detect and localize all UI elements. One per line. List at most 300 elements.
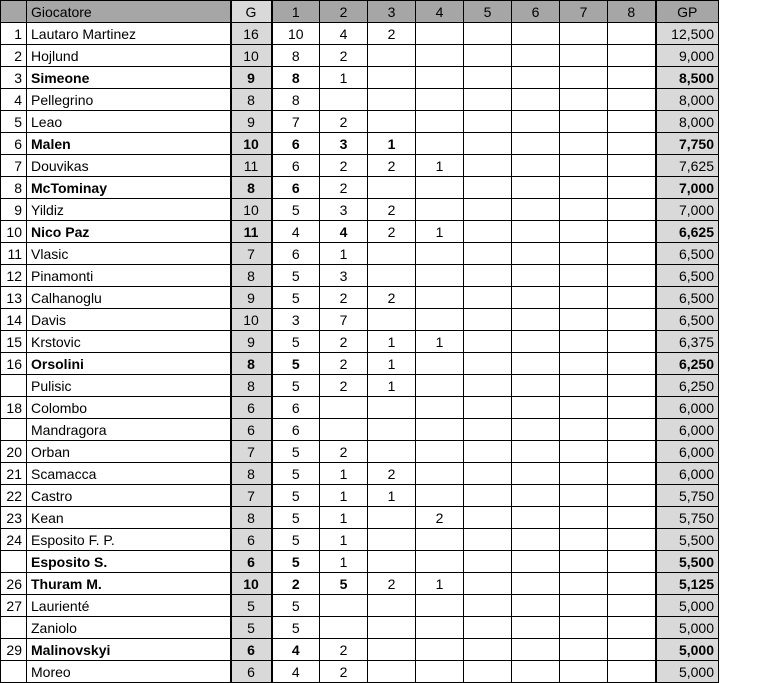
count-cell-2[interactable]: 2 (320, 111, 368, 133)
count-cell-5[interactable] (464, 45, 512, 67)
player-cell[interactable]: Laurienté (27, 595, 231, 617)
rank-cell[interactable] (1, 551, 27, 573)
count-cell-4[interactable]: 1 (416, 331, 464, 353)
count-cell-5[interactable] (464, 89, 512, 111)
goals-total-cell[interactable]: 6 (231, 419, 272, 441)
count-cell-6[interactable] (512, 243, 560, 265)
count-cell-8[interactable] (608, 463, 656, 485)
rank-cell[interactable]: 11 (1, 243, 27, 265)
count-cell-7[interactable] (560, 573, 608, 595)
count-cell-3[interactable]: 2 (368, 463, 416, 485)
count-cell-6[interactable] (512, 661, 560, 683)
count-cell-2[interactable]: 2 (320, 331, 368, 353)
player-cell[interactable]: Mandragora (27, 419, 231, 441)
player-cell[interactable]: Esposito S. (27, 551, 231, 573)
count-cell-8[interactable] (608, 573, 656, 595)
goals-total-cell[interactable]: 6 (231, 551, 272, 573)
count-cell-1[interactable]: 5 (272, 353, 320, 375)
count-cell-4[interactable] (416, 23, 464, 45)
rank-cell[interactable]: 2 (1, 45, 27, 67)
count-cell-4[interactable]: 1 (416, 155, 464, 177)
count-cell-1[interactable]: 6 (272, 397, 320, 419)
count-cell-4[interactable] (416, 529, 464, 551)
player-cell[interactable]: Moreo (27, 661, 231, 683)
gp-cell[interactable]: 7,750 (656, 133, 719, 155)
gp-cell[interactable]: 5,000 (656, 617, 719, 639)
gp-cell[interactable]: 5,750 (656, 485, 719, 507)
gp-cell[interactable]: 7,625 (656, 155, 719, 177)
count-cell-1[interactable]: 4 (272, 221, 320, 243)
count-cell-3[interactable]: 1 (368, 375, 416, 397)
count-cell-7[interactable] (560, 595, 608, 617)
gp-cell[interactable]: 8,000 (656, 111, 719, 133)
count-cell-4[interactable] (416, 639, 464, 661)
rank-cell[interactable]: 15 (1, 331, 27, 353)
goals-total-cell[interactable]: 9 (231, 67, 272, 89)
col-header-gp[interactable]: GP (656, 1, 719, 23)
count-cell-8[interactable] (608, 67, 656, 89)
rank-cell[interactable]: 6 (1, 133, 27, 155)
count-cell-4[interactable]: 1 (416, 573, 464, 595)
rank-cell[interactable]: 23 (1, 507, 27, 529)
count-cell-2[interactable]: 7 (320, 309, 368, 331)
count-cell-8[interactable] (608, 309, 656, 331)
count-cell-6[interactable] (512, 419, 560, 441)
count-cell-8[interactable] (608, 243, 656, 265)
count-cell-1[interactable]: 4 (272, 661, 320, 683)
rank-cell[interactable]: 14 (1, 309, 27, 331)
count-cell-7[interactable] (560, 23, 608, 45)
player-cell[interactable]: Colombo (27, 397, 231, 419)
count-cell-1[interactable]: 5 (272, 199, 320, 221)
count-cell-3[interactable] (368, 661, 416, 683)
count-cell-8[interactable] (608, 441, 656, 463)
count-cell-2[interactable]: 2 (320, 375, 368, 397)
count-cell-8[interactable] (608, 133, 656, 155)
gp-cell[interactable]: 6,625 (656, 221, 719, 243)
gp-cell[interactable]: 12,500 (656, 23, 719, 45)
count-cell-5[interactable] (464, 155, 512, 177)
count-cell-4[interactable]: 1 (416, 221, 464, 243)
player-cell[interactable]: Davis (27, 309, 231, 331)
count-cell-2[interactable]: 2 (320, 287, 368, 309)
count-cell-4[interactable] (416, 551, 464, 573)
count-cell-7[interactable] (560, 155, 608, 177)
count-cell-8[interactable] (608, 375, 656, 397)
gp-cell[interactable]: 6,250 (656, 375, 719, 397)
goals-total-cell[interactable]: 5 (231, 617, 272, 639)
count-cell-6[interactable] (512, 177, 560, 199)
count-cell-2[interactable]: 4 (320, 221, 368, 243)
count-cell-4[interactable] (416, 287, 464, 309)
goals-total-cell[interactable]: 10 (231, 133, 272, 155)
count-cell-1[interactable]: 6 (272, 243, 320, 265)
count-cell-1[interactable]: 8 (272, 45, 320, 67)
count-cell-2[interactable]: 2 (320, 155, 368, 177)
goals-total-cell[interactable]: 11 (231, 155, 272, 177)
count-cell-4[interactable] (416, 45, 464, 67)
gp-cell[interactable]: 6,375 (656, 331, 719, 353)
count-cell-6[interactable] (512, 441, 560, 463)
player-cell[interactable]: Malinovskyi (27, 639, 231, 661)
col-header-rownum[interactable] (1, 1, 27, 23)
count-cell-2[interactable]: 5 (320, 573, 368, 595)
count-cell-6[interactable] (512, 23, 560, 45)
count-cell-7[interactable] (560, 353, 608, 375)
count-cell-6[interactable] (512, 551, 560, 573)
count-cell-4[interactable] (416, 243, 464, 265)
count-cell-1[interactable]: 4 (272, 639, 320, 661)
count-cell-5[interactable] (464, 485, 512, 507)
count-cell-1[interactable]: 5 (272, 595, 320, 617)
col-header-g[interactable]: G (231, 1, 272, 23)
rank-cell[interactable]: 16 (1, 353, 27, 375)
count-cell-6[interactable] (512, 133, 560, 155)
rank-cell[interactable]: 4 (1, 89, 27, 111)
count-cell-5[interactable] (464, 507, 512, 529)
count-cell-1[interactable]: 5 (272, 375, 320, 397)
count-cell-2[interactable]: 1 (320, 551, 368, 573)
rank-cell[interactable]: 27 (1, 595, 27, 617)
goals-total-cell[interactable]: 7 (231, 441, 272, 463)
player-cell[interactable]: Thuram M. (27, 573, 231, 595)
count-cell-6[interactable] (512, 155, 560, 177)
count-cell-1[interactable]: 6 (272, 155, 320, 177)
goals-total-cell[interactable]: 16 (231, 23, 272, 45)
count-cell-4[interactable] (416, 265, 464, 287)
player-cell[interactable]: Simeone (27, 67, 231, 89)
count-cell-8[interactable] (608, 331, 656, 353)
count-cell-6[interactable] (512, 573, 560, 595)
player-cell[interactable]: Nico Paz (27, 221, 231, 243)
count-cell-8[interactable] (608, 617, 656, 639)
count-cell-5[interactable] (464, 463, 512, 485)
count-cell-2[interactable]: 1 (320, 485, 368, 507)
count-cell-2[interactable]: 3 (320, 265, 368, 287)
gp-cell[interactable]: 6,000 (656, 463, 719, 485)
player-cell[interactable]: Krstovic (27, 331, 231, 353)
player-cell[interactable]: Lautaro Martinez (27, 23, 231, 45)
rank-cell[interactable]: 8 (1, 177, 27, 199)
goals-total-cell[interactable]: 10 (231, 199, 272, 221)
count-cell-3[interactable]: 1 (368, 133, 416, 155)
count-cell-1[interactable]: 5 (272, 331, 320, 353)
count-cell-1[interactable]: 5 (272, 463, 320, 485)
count-cell-3[interactable]: 1 (368, 353, 416, 375)
goals-total-cell[interactable]: 10 (231, 573, 272, 595)
count-cell-1[interactable]: 6 (272, 419, 320, 441)
rank-cell[interactable]: 13 (1, 287, 27, 309)
goals-total-cell[interactable]: 5 (231, 595, 272, 617)
count-cell-2[interactable] (320, 617, 368, 639)
count-cell-3[interactable] (368, 529, 416, 551)
count-cell-3[interactable] (368, 397, 416, 419)
gp-cell[interactable]: 5,000 (656, 661, 719, 683)
player-cell[interactable]: Pinamonti (27, 265, 231, 287)
rank-cell[interactable]: 22 (1, 485, 27, 507)
gp-cell[interactable]: 5,500 (656, 529, 719, 551)
count-cell-1[interactable]: 10 (272, 23, 320, 45)
rank-cell[interactable]: 10 (1, 221, 27, 243)
col-header-2[interactable]: 2 (320, 1, 368, 23)
count-cell-7[interactable] (560, 89, 608, 111)
count-cell-5[interactable] (464, 617, 512, 639)
count-cell-7[interactable] (560, 419, 608, 441)
count-cell-3[interactable] (368, 309, 416, 331)
count-cell-1[interactable]: 5 (272, 287, 320, 309)
count-cell-4[interactable] (416, 353, 464, 375)
count-cell-6[interactable] (512, 199, 560, 221)
count-cell-4[interactable] (416, 309, 464, 331)
count-cell-2[interactable]: 1 (320, 507, 368, 529)
count-cell-1[interactable]: 5 (272, 507, 320, 529)
count-cell-7[interactable] (560, 67, 608, 89)
count-cell-2[interactable]: 2 (320, 639, 368, 661)
count-cell-2[interactable]: 2 (320, 177, 368, 199)
col-header-4[interactable]: 4 (416, 1, 464, 23)
count-cell-8[interactable] (608, 595, 656, 617)
count-cell-1[interactable]: 5 (272, 529, 320, 551)
gp-cell[interactable]: 8,000 (656, 89, 719, 111)
count-cell-4[interactable] (416, 419, 464, 441)
col-header-5[interactable]: 5 (464, 1, 512, 23)
count-cell-2[interactable]: 1 (320, 529, 368, 551)
count-cell-1[interactable]: 6 (272, 177, 320, 199)
count-cell-7[interactable] (560, 463, 608, 485)
count-cell-7[interactable] (560, 661, 608, 683)
count-cell-8[interactable] (608, 23, 656, 45)
count-cell-5[interactable] (464, 309, 512, 331)
count-cell-3[interactable] (368, 111, 416, 133)
gp-cell[interactable]: 5,500 (656, 551, 719, 573)
goals-total-cell[interactable]: 8 (231, 375, 272, 397)
count-cell-7[interactable] (560, 639, 608, 661)
count-cell-3[interactable] (368, 639, 416, 661)
count-cell-8[interactable] (608, 177, 656, 199)
count-cell-4[interactable] (416, 111, 464, 133)
rank-cell[interactable]: 24 (1, 529, 27, 551)
count-cell-4[interactable] (416, 375, 464, 397)
rank-cell[interactable]: 18 (1, 397, 27, 419)
count-cell-6[interactable] (512, 463, 560, 485)
count-cell-7[interactable] (560, 133, 608, 155)
count-cell-7[interactable] (560, 265, 608, 287)
count-cell-7[interactable] (560, 507, 608, 529)
count-cell-7[interactable] (560, 45, 608, 67)
count-cell-5[interactable] (464, 353, 512, 375)
rank-cell[interactable]: 1 (1, 23, 27, 45)
count-cell-8[interactable] (608, 111, 656, 133)
count-cell-2[interactable] (320, 397, 368, 419)
count-cell-8[interactable] (608, 45, 656, 67)
gp-cell[interactable]: 6,000 (656, 397, 719, 419)
rank-cell[interactable]: 26 (1, 573, 27, 595)
count-cell-4[interactable] (416, 177, 464, 199)
count-cell-3[interactable] (368, 441, 416, 463)
count-cell-3[interactable] (368, 419, 416, 441)
count-cell-5[interactable] (464, 67, 512, 89)
player-cell[interactable]: Pulisic (27, 375, 231, 397)
count-cell-3[interactable] (368, 67, 416, 89)
count-cell-1[interactable]: 3 (272, 309, 320, 331)
goals-total-cell[interactable]: 7 (231, 243, 272, 265)
rank-cell[interactable]: 20 (1, 441, 27, 463)
count-cell-2[interactable]: 3 (320, 133, 368, 155)
goals-total-cell[interactable]: 8 (231, 507, 272, 529)
count-cell-4[interactable] (416, 485, 464, 507)
count-cell-6[interactable] (512, 67, 560, 89)
rank-cell[interactable] (1, 375, 27, 397)
count-cell-2[interactable]: 2 (320, 441, 368, 463)
rank-cell[interactable]: 7 (1, 155, 27, 177)
count-cell-5[interactable] (464, 111, 512, 133)
player-cell[interactable]: Castro (27, 485, 231, 507)
count-cell-3[interactable]: 1 (368, 331, 416, 353)
rank-cell[interactable]: 5 (1, 111, 27, 133)
count-cell-1[interactable]: 8 (272, 67, 320, 89)
gp-cell[interactable]: 6,000 (656, 419, 719, 441)
count-cell-4[interactable] (416, 199, 464, 221)
count-cell-3[interactable]: 2 (368, 287, 416, 309)
count-cell-3[interactable]: 2 (368, 221, 416, 243)
count-cell-8[interactable] (608, 287, 656, 309)
gp-cell[interactable]: 5,750 (656, 507, 719, 529)
count-cell-8[interactable] (608, 397, 656, 419)
gp-cell[interactable]: 5,000 (656, 595, 719, 617)
gp-cell[interactable]: 6,250 (656, 353, 719, 375)
count-cell-4[interactable] (416, 397, 464, 419)
player-cell[interactable]: Kean (27, 507, 231, 529)
player-cell[interactable]: Orsolini (27, 353, 231, 375)
count-cell-2[interactable] (320, 419, 368, 441)
count-cell-3[interactable] (368, 595, 416, 617)
count-cell-5[interactable] (464, 661, 512, 683)
count-cell-8[interactable] (608, 265, 656, 287)
col-header-6[interactable]: 6 (512, 1, 560, 23)
count-cell-2[interactable]: 2 (320, 353, 368, 375)
rank-cell[interactable] (1, 617, 27, 639)
count-cell-4[interactable] (416, 441, 464, 463)
count-cell-7[interactable] (560, 111, 608, 133)
count-cell-7[interactable] (560, 529, 608, 551)
count-cell-5[interactable] (464, 243, 512, 265)
gp-cell[interactable]: 5,000 (656, 639, 719, 661)
count-cell-3[interactable] (368, 507, 416, 529)
col-header-7[interactable]: 7 (560, 1, 608, 23)
player-cell[interactable]: Yildiz (27, 199, 231, 221)
count-cell-7[interactable] (560, 551, 608, 573)
count-cell-5[interactable] (464, 397, 512, 419)
count-cell-1[interactable]: 5 (272, 617, 320, 639)
count-cell-3[interactable] (368, 265, 416, 287)
count-cell-4[interactable] (416, 133, 464, 155)
count-cell-4[interactable] (416, 617, 464, 639)
gp-cell[interactable]: 9,000 (656, 45, 719, 67)
goals-total-cell[interactable]: 8 (231, 265, 272, 287)
count-cell-5[interactable] (464, 331, 512, 353)
count-cell-7[interactable] (560, 331, 608, 353)
player-cell[interactable]: Leao (27, 111, 231, 133)
count-cell-6[interactable] (512, 111, 560, 133)
count-cell-2[interactable] (320, 89, 368, 111)
player-cell[interactable]: Vlasic (27, 243, 231, 265)
rank-cell[interactable]: 9 (1, 199, 27, 221)
player-cell[interactable]: Hojlund (27, 45, 231, 67)
player-cell[interactable]: Esposito F. P. (27, 529, 231, 551)
rank-cell[interactable]: 21 (1, 463, 27, 485)
count-cell-7[interactable] (560, 617, 608, 639)
count-cell-4[interactable] (416, 67, 464, 89)
count-cell-7[interactable] (560, 309, 608, 331)
rank-cell[interactable]: 3 (1, 67, 27, 89)
count-cell-7[interactable] (560, 441, 608, 463)
count-cell-7[interactable] (560, 243, 608, 265)
count-cell-5[interactable] (464, 551, 512, 573)
count-cell-5[interactable] (464, 287, 512, 309)
count-cell-3[interactable]: 1 (368, 485, 416, 507)
count-cell-2[interactable]: 3 (320, 199, 368, 221)
count-cell-4[interactable]: 2 (416, 507, 464, 529)
count-cell-3[interactable]: 2 (368, 23, 416, 45)
count-cell-7[interactable] (560, 485, 608, 507)
gp-cell[interactable]: 7,000 (656, 199, 719, 221)
player-cell[interactable]: McTominay (27, 177, 231, 199)
goals-total-cell[interactable]: 11 (231, 221, 272, 243)
goals-total-cell[interactable]: 8 (231, 463, 272, 485)
goals-total-cell[interactable]: 6 (231, 529, 272, 551)
count-cell-7[interactable] (560, 199, 608, 221)
gp-cell[interactable]: 6,500 (656, 243, 719, 265)
count-cell-3[interactable] (368, 45, 416, 67)
goals-total-cell[interactable]: 6 (231, 397, 272, 419)
count-cell-2[interactable]: 1 (320, 67, 368, 89)
count-cell-8[interactable] (608, 639, 656, 661)
count-cell-4[interactable] (416, 89, 464, 111)
count-cell-1[interactable]: 6 (272, 133, 320, 155)
count-cell-8[interactable] (608, 529, 656, 551)
goals-total-cell[interactable]: 7 (231, 485, 272, 507)
gp-cell[interactable]: 5,125 (656, 573, 719, 595)
col-header-3[interactable]: 3 (368, 1, 416, 23)
goals-total-cell[interactable]: 6 (231, 661, 272, 683)
count-cell-2[interactable] (320, 595, 368, 617)
count-cell-6[interactable] (512, 265, 560, 287)
count-cell-5[interactable] (464, 133, 512, 155)
rank-cell[interactable] (1, 661, 27, 683)
count-cell-5[interactable] (464, 573, 512, 595)
count-cell-2[interactable]: 2 (320, 661, 368, 683)
gp-cell[interactable]: 7,000 (656, 177, 719, 199)
count-cell-8[interactable] (608, 199, 656, 221)
col-header-1[interactable]: 1 (272, 1, 320, 23)
count-cell-6[interactable] (512, 529, 560, 551)
count-cell-7[interactable] (560, 397, 608, 419)
count-cell-5[interactable] (464, 639, 512, 661)
count-cell-5[interactable] (464, 595, 512, 617)
col-header-8[interactable]: 8 (608, 1, 656, 23)
count-cell-4[interactable] (416, 661, 464, 683)
count-cell-6[interactable] (512, 353, 560, 375)
count-cell-5[interactable] (464, 177, 512, 199)
count-cell-8[interactable] (608, 485, 656, 507)
count-cell-3[interactable]: 2 (368, 199, 416, 221)
count-cell-5[interactable] (464, 441, 512, 463)
player-cell[interactable]: Douvikas (27, 155, 231, 177)
count-cell-6[interactable] (512, 89, 560, 111)
count-cell-5[interactable] (464, 23, 512, 45)
count-cell-4[interactable] (416, 463, 464, 485)
count-cell-3[interactable]: 2 (368, 155, 416, 177)
